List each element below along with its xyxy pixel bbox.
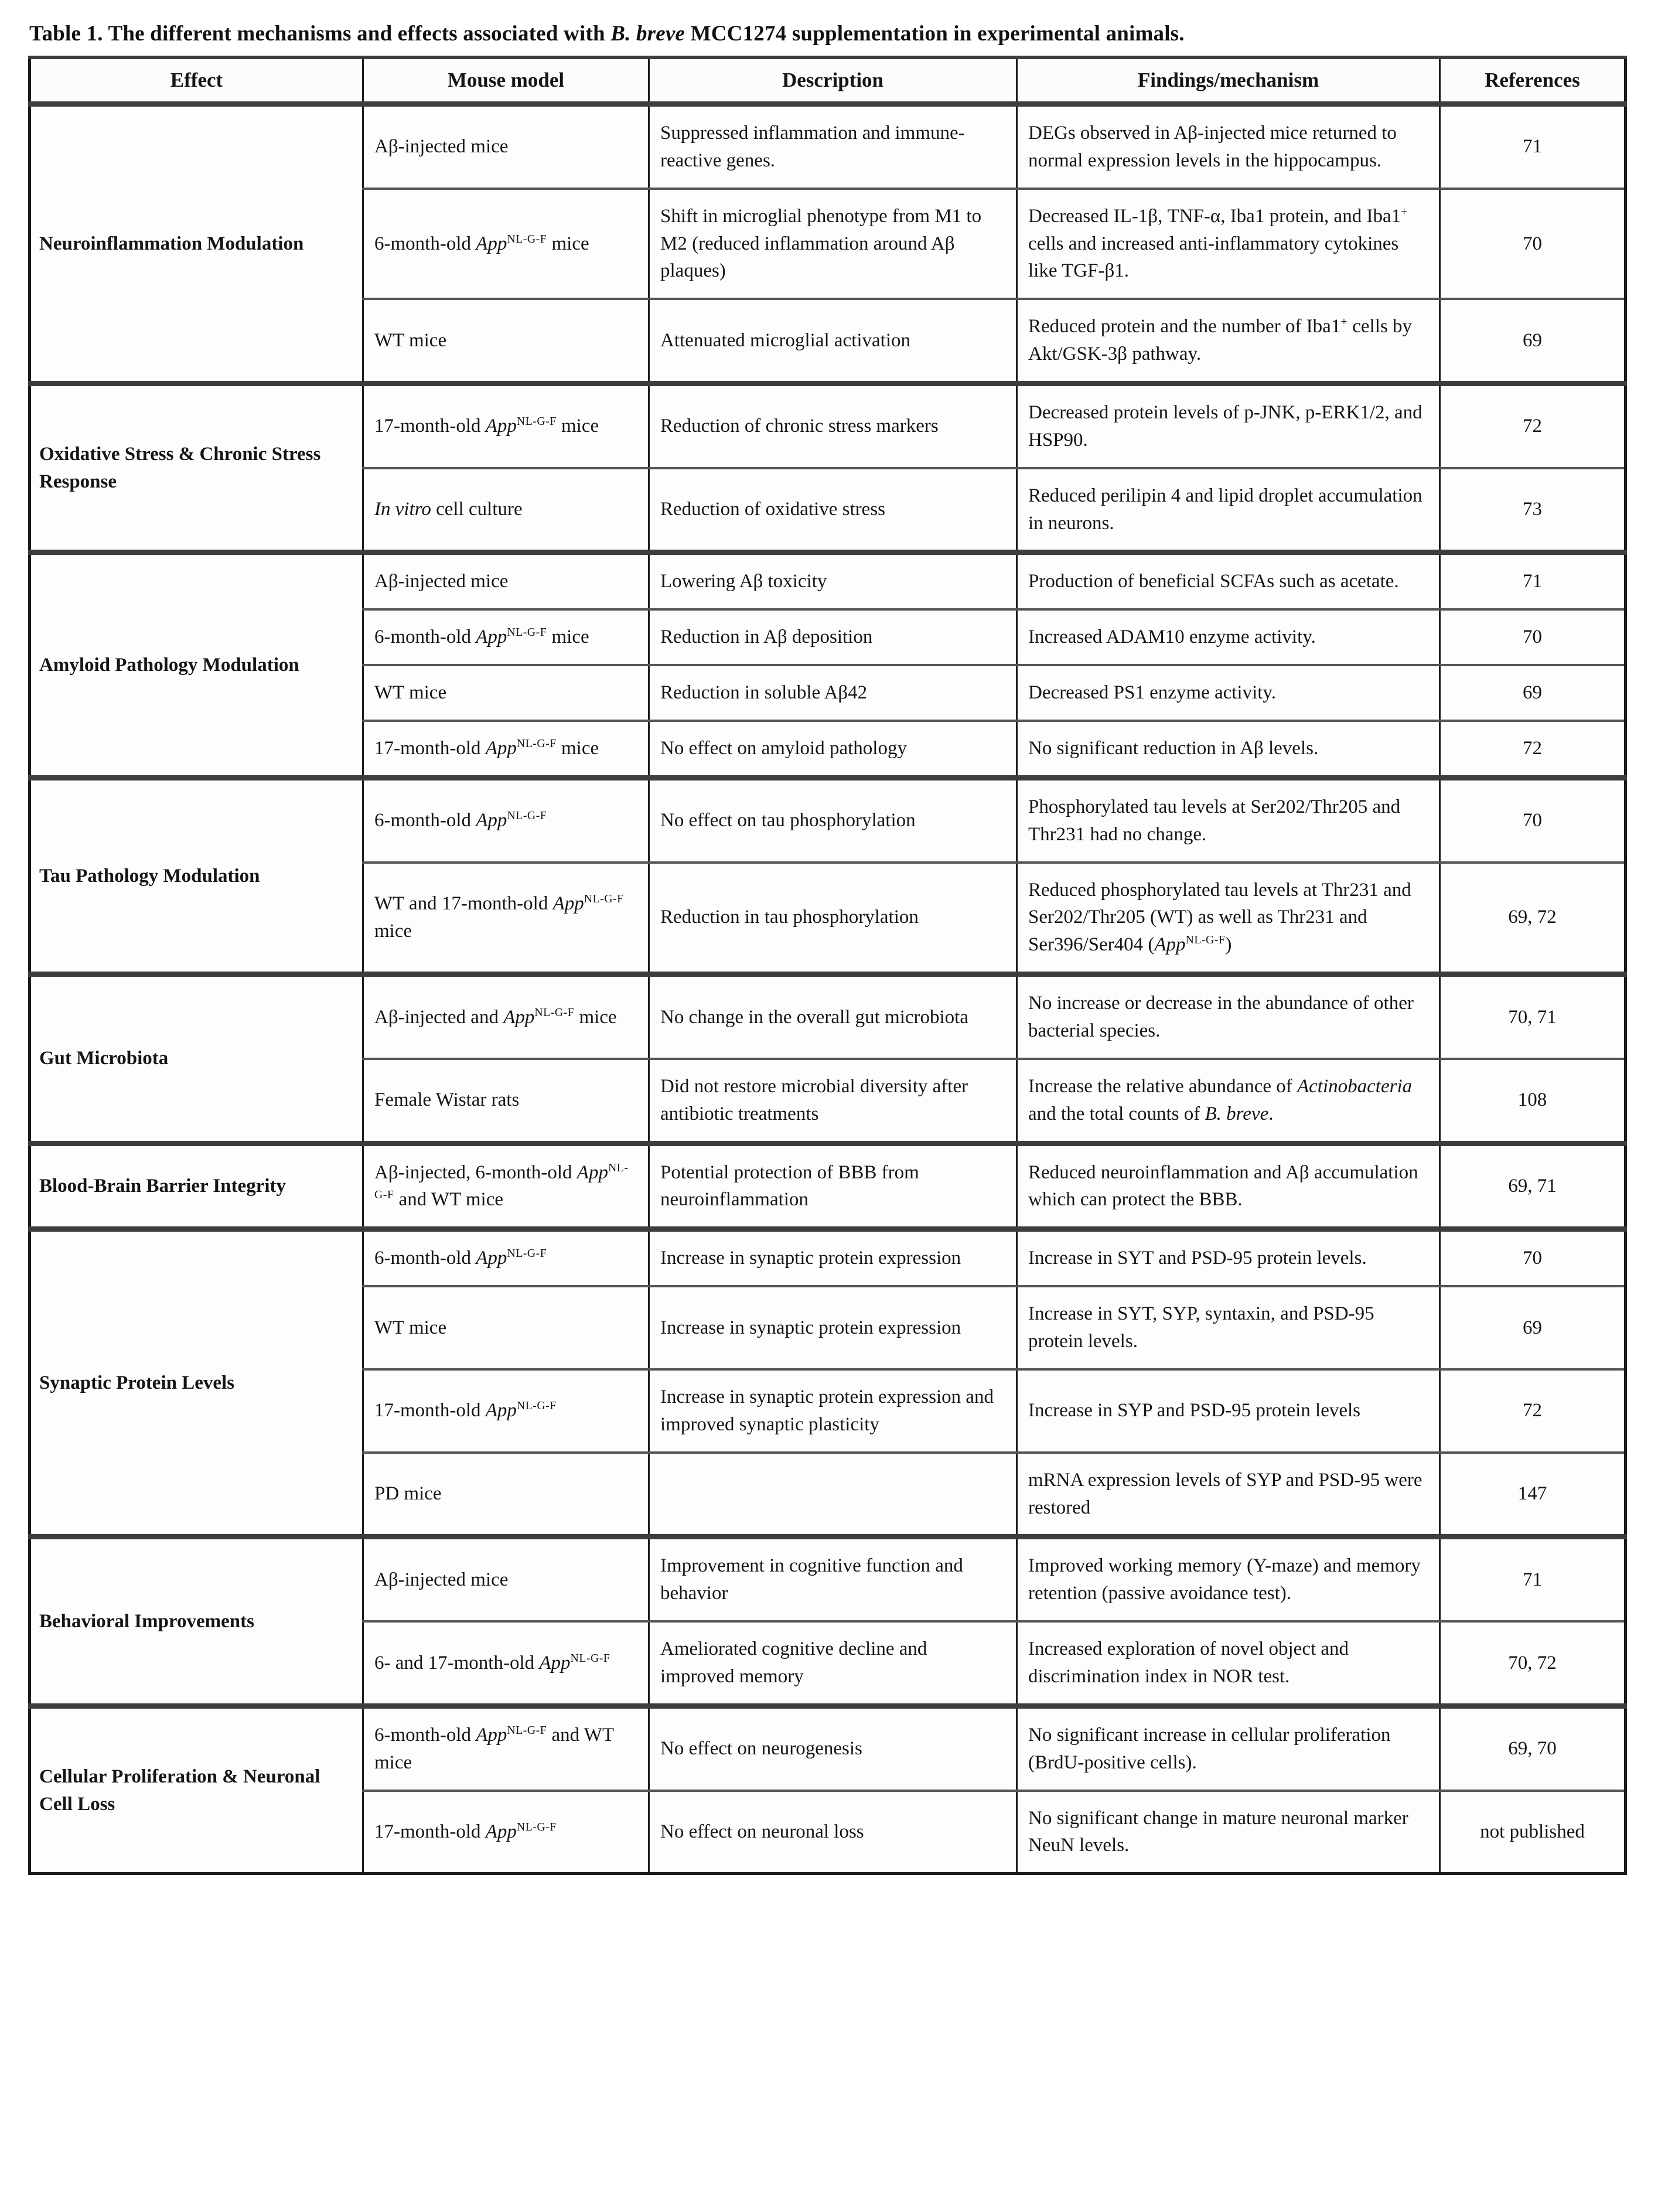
table-caption: Table 1. The different mechanisms and effects associated with B. breve MCC1274 supplementation in experimental animals. — [29, 22, 1185, 46]
mouse-model-cell: PD mice — [363, 1453, 649, 1537]
table-row — [30, 778, 1626, 862]
references-cell: 71 — [1440, 1537, 1626, 1621]
description-cell: No effect on amyloid pathology — [649, 721, 1017, 778]
findings-cell: Decreased PS1 enzyme activity. — [1017, 665, 1440, 721]
findings-cell: Decreased protein levels of p-JNK, p-ERK1/2, and HSP90. — [1017, 384, 1440, 468]
mouse-model-cell: Aβ-injected, 6-month-old App$^{NL-G-F}$ and WT mice — [363, 1143, 649, 1229]
mouse-model-cell: 17-month-old App$^{NL-G-F}$ mice — [363, 721, 649, 778]
description-cell: No change in the overall gut microbiota — [649, 974, 1017, 1059]
table-row — [30, 104, 1626, 189]
references-cell: 69 — [1440, 299, 1626, 383]
description-cell: Potential protection of BBB from neuroinflammation — [649, 1143, 1017, 1229]
table-row — [30, 553, 1626, 609]
description-cell: Reduction in Aβ deposition — [649, 609, 1017, 665]
description-cell: Improvement in cognitive function and behavior — [649, 1537, 1017, 1621]
findings-cell: Reduced phosphorylated tau levels at Thr231 and Ser202/Thr205 (WT) as well as Thr231 and Ser396/Ser404 (App$^{NL-G-F}$) — [1017, 863, 1440, 974]
mouse-model-cell: Aβ-injected mice — [363, 1537, 649, 1621]
mouse-model-cell: 6-month-old App$^{NL-G-F}$ mice — [363, 189, 649, 299]
table-row — [30, 384, 1626, 468]
references-cell: 70, 71 — [1440, 974, 1626, 1059]
findings-cell: Phosphorylated tau levels at Ser202/Thr205 and Thr231 had no change. — [1017, 778, 1440, 862]
mouse-model-cell: Aβ-injected mice — [363, 104, 649, 189]
description-cell: Did not restore microbial diversity after antibiotic treatments — [649, 1059, 1017, 1143]
references-cell: 69, 72 — [1440, 863, 1626, 974]
findings-cell: Increased exploration of novel object and discrimination index in NOR test. — [1017, 1621, 1440, 1706]
header-row — [30, 57, 1626, 104]
mouse-model-cell: WT mice — [363, 665, 649, 721]
mouse-model-cell: 17-month-old App$^{NL-G-F}$ — [363, 1369, 649, 1453]
mouse-model-cell: Female Wistar rats — [363, 1059, 649, 1143]
findings-cell: mRNA expression levels of SYP and PSD-95 were restored — [1017, 1453, 1440, 1537]
mechanisms-effects-table — [28, 56, 1627, 1875]
mouse-model-cell: 6-month-old App$^{NL-G-F}$ — [363, 1229, 649, 1286]
mouse-model-cell: In vitro cell culture — [363, 468, 649, 553]
findings-cell: Reduced perilipin 4 and lipid droplet accumulation in neurons. — [1017, 468, 1440, 553]
references-cell: 71 — [1440, 104, 1626, 189]
table-row — [30, 1143, 1626, 1229]
description-cell: Ameliorated cognitive decline and improved memory — [649, 1621, 1017, 1706]
findings-cell: No significant reduction in Aβ levels. — [1017, 721, 1440, 778]
column-header-effect: Effect — [30, 57, 363, 104]
description-cell: Shift in microglial phenotype from M1 to M2 (reduced inflammation around Aβ plaques) — [649, 189, 1017, 299]
column-header-description: Description — [649, 57, 1017, 104]
references-cell: 71 — [1440, 553, 1626, 609]
mouse-model-cell: 6- and 17-month-old App$^{NL-G-F}$ — [363, 1621, 649, 1706]
column-header-references: References — [1440, 57, 1626, 104]
findings-cell: Decreased IL-1β, TNF-α, Iba1 protein, and Iba1+ cells and increased anti-inflammatory cytokines like TGF-β1. — [1017, 189, 1440, 299]
description-cell: Lowering Aβ toxicity — [649, 553, 1017, 609]
findings-cell: Increase in SYP and PSD-95 protein levels — [1017, 1369, 1440, 1453]
mouse-model-cell: 6-month-old App$^{NL-G-F}$ — [363, 778, 649, 862]
findings-cell: No significant increase in cellular proliferation (BrdU-positive cells). — [1017, 1706, 1440, 1790]
table-header — [30, 57, 1626, 104]
findings-cell: Production of beneficial SCFAs such as acetate. — [1017, 553, 1440, 609]
mouse-model-cell: WT and 17-month-old App$^{NL-G-F}$ mice — [363, 863, 649, 974]
table-row — [30, 974, 1626, 1059]
references-cell: 147 — [1440, 1453, 1626, 1537]
description-cell: Suppressed inflammation and immune-reactive genes. — [649, 104, 1017, 189]
effect-cell: Tau Pathology Modulation — [30, 778, 363, 974]
findings-cell: Reduced protein and the number of Iba1+ cells by Akt/GSK-3β pathway. — [1017, 299, 1440, 383]
references-cell: 73 — [1440, 468, 1626, 553]
references-cell: 70 — [1440, 778, 1626, 862]
effect-cell: Behavioral Improvements — [30, 1537, 363, 1706]
description-cell: Attenuated microglial activation — [649, 299, 1017, 383]
references-cell: 72 — [1440, 721, 1626, 778]
table-row — [30, 1537, 1626, 1621]
description-cell: No effect on tau phosphorylation — [649, 778, 1017, 862]
findings-cell: Increase in SYT, SYP, syntaxin, and PSD-95 protein levels. — [1017, 1286, 1440, 1369]
references-cell: 70 — [1440, 189, 1626, 299]
effect-cell: Cellular Proliferation & Neuronal Cell Loss — [30, 1706, 363, 1873]
findings-cell: No increase or decrease in the abundance of other bacterial species. — [1017, 974, 1440, 1059]
mouse-model-cell: Aβ-injected and App$^{NL-G-F}$ mice — [363, 974, 649, 1059]
findings-cell: No significant change in mature neuronal marker NeuN levels. — [1017, 1791, 1440, 1874]
mouse-model-cell: WT mice — [363, 1286, 649, 1369]
effect-cell: Amyloid Pathology Modulation — [30, 553, 363, 778]
findings-cell: Improved working memory (Y-maze) and memory retention (passive avoidance test). — [1017, 1537, 1440, 1621]
findings-cell: Reduced neuroinflammation and Aβ accumulation which can protect the BBB. — [1017, 1143, 1440, 1229]
effect-cell: Neuroinflammation Modulation — [30, 104, 363, 384]
description-cell: Reduction in soluble Aβ42 — [649, 665, 1017, 721]
references-cell: 108 — [1440, 1059, 1626, 1143]
mouse-model-cell: 6-month-old App$^{NL-G-F}$ and WT mice — [363, 1706, 649, 1790]
findings-cell: Increase in SYT and PSD-95 protein levels. — [1017, 1229, 1440, 1286]
references-cell: 70 — [1440, 609, 1626, 665]
references-cell: not published — [1440, 1791, 1626, 1874]
mouse-model-cell: WT mice — [363, 299, 649, 383]
references-cell: 69 — [1440, 1286, 1626, 1369]
references-cell: 72 — [1440, 1369, 1626, 1453]
mouse-model-cell: Aβ-injected mice — [363, 553, 649, 609]
references-cell: 72 — [1440, 384, 1626, 468]
mouse-model-cell: 6-month-old App$^{NL-G-F}$ mice — [363, 609, 649, 665]
references-cell: 69, 71 — [1440, 1143, 1626, 1229]
description-cell: No effect on neurogenesis — [649, 1706, 1017, 1790]
column-header-mouse-model: Mouse model — [363, 57, 649, 104]
effect-cell: Synaptic Protein Levels — [30, 1229, 363, 1537]
description-cell: Increase in synaptic protein expression — [649, 1229, 1017, 1286]
table-row — [30, 1706, 1626, 1790]
effect-cell: Oxidative Stress & Chronic Stress Response — [30, 384, 363, 553]
findings-cell: Increase the relative abundance of Actinobacteria and the total counts of B. breve. — [1017, 1059, 1440, 1143]
effect-cell: Blood-Brain Barrier Integrity — [30, 1143, 363, 1229]
description-cell — [649, 1453, 1017, 1537]
description-cell: Reduction in tau phosphorylation — [649, 863, 1017, 974]
mouse-model-cell: 17-month-old App$^{NL-G-F}$ — [363, 1791, 649, 1874]
findings-cell: Increased ADAM10 enzyme activity. — [1017, 609, 1440, 665]
description-cell: Increase in synaptic protein expression — [649, 1286, 1017, 1369]
column-header-findings: Findings/mechanism — [1017, 57, 1440, 104]
references-cell: 69, 70 — [1440, 1706, 1626, 1790]
mouse-model-cell: 17-month-old App$^{NL-G-F}$ mice — [363, 384, 649, 468]
effect-cell: Gut Microbiota — [30, 974, 363, 1143]
description-cell: Reduction of oxidative stress — [649, 468, 1017, 553]
findings-cell: DEGs observed in Aβ-injected mice returned to normal expression levels in the hippocampus. — [1017, 104, 1440, 189]
references-cell: 70 — [1440, 1229, 1626, 1286]
description-cell: Reduction of chronic stress markers — [649, 384, 1017, 468]
table-body — [30, 104, 1626, 1874]
table-row — [30, 1229, 1626, 1286]
description-cell: No effect on neuronal loss — [649, 1791, 1017, 1874]
references-cell: 70, 72 — [1440, 1621, 1626, 1706]
description-cell: Increase in synaptic protein expression and improved synaptic plasticity — [649, 1369, 1017, 1453]
references-cell: 69 — [1440, 665, 1626, 721]
